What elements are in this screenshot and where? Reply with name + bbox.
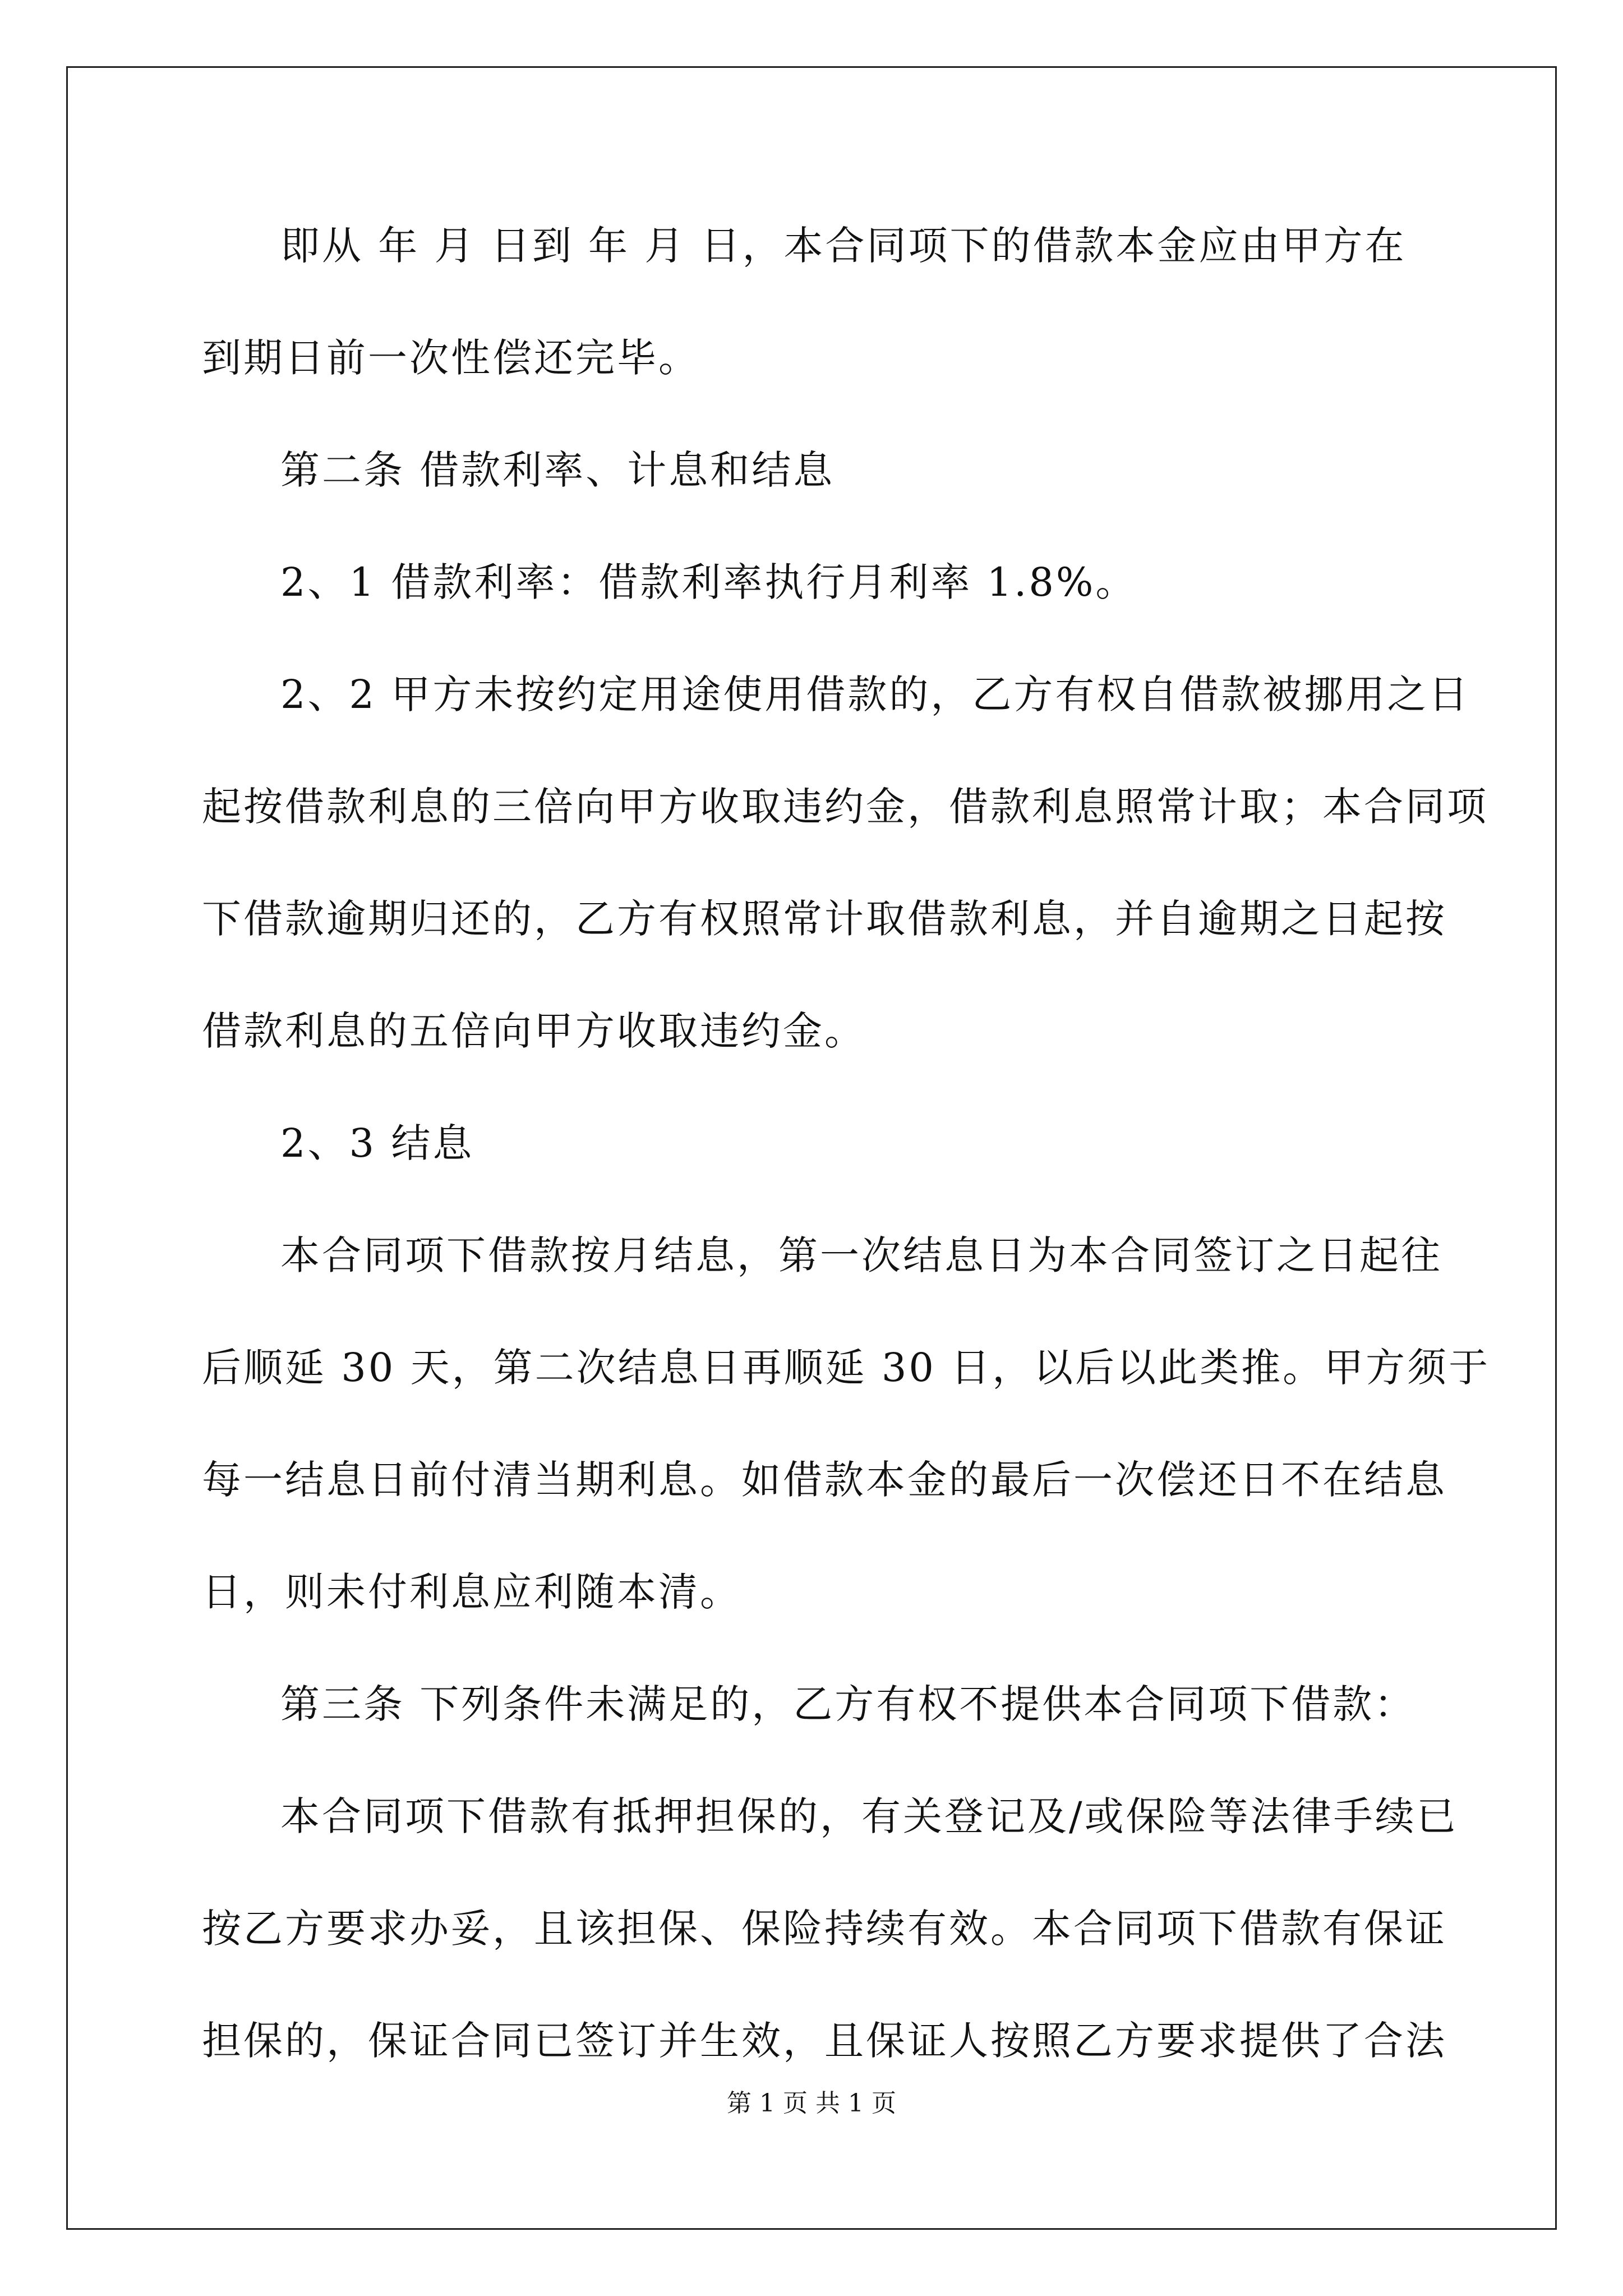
paragraph-line: 起按借款利息的三倍向甲方收取违约金，借款利息照常计取；本合同项: [202, 784, 1488, 830]
paragraph-line: 下借款逾期归还的，乙方有权照常计取借款利息，并自逾期之日起按: [202, 896, 1447, 942]
paragraph-line: 到期日前一次性偿还完毕。: [202, 335, 700, 381]
paragraph-line: 2、1 借款利率：借款利率执行月利率 1.8%。: [280, 559, 1137, 605]
paragraph-line: 按乙方要求办妥，且该担保、保险持续有效。本合同项下借款有保证: [202, 1906, 1447, 1952]
paragraph-line: 日，则未付利息应利随本清。: [202, 1569, 741, 1615]
paragraph-line: 即从 年 月 日到 年 月 日，本合同项下的借款本金应由甲方在: [280, 223, 1407, 269]
page-footer: 第 1 页 共 1 页: [727, 2089, 896, 2118]
paragraph-line: 本合同项下借款按月结息，第一次结息日为本合同签订之日起往: [280, 1232, 1442, 1278]
paragraph-line: 2、2 甲方未按约定用途使用借款的，乙方有权自借款被挪用之日: [280, 671, 1470, 717]
paragraph-line: 每一结息日前付清当期利息。如借款本金的最后一次偿还日不在结息: [202, 1457, 1447, 1503]
paragraph-line: 后顺延 30 天，第二次结息日再顺延 30 日，以后以此类推。甲方须于: [202, 1345, 1491, 1391]
paragraph-line: 本合同项下借款有抵押担保的，有关登记及/或保险等法律手续已: [280, 1793, 1458, 1839]
section-heading: 第三条 下列条件未满足的，乙方有权不提供本合同项下借款：: [280, 1681, 1416, 1727]
section-heading: 2、3 结息: [280, 1120, 474, 1166]
section-heading: 第二条 借款利率、计息和结息: [280, 447, 835, 493]
paragraph-line: 担保的，保证合同已签订并生效，且保证人按照乙方要求提供了合法: [202, 2018, 1447, 2064]
paragraph-line: 借款利息的五倍向甲方收取违约金。: [202, 1008, 866, 1054]
